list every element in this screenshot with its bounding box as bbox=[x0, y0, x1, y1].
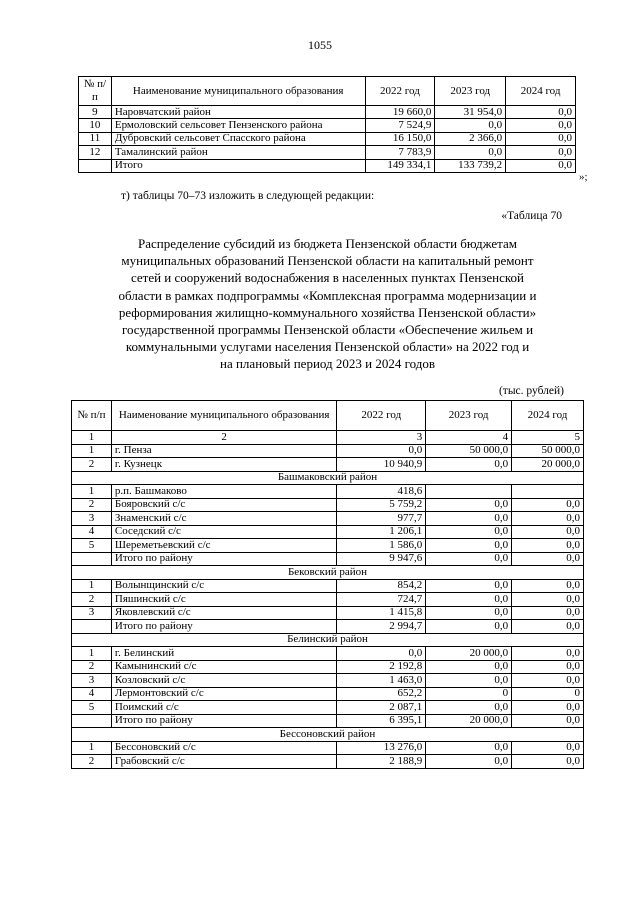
value-2024: 0,0 bbox=[506, 119, 576, 132]
column-number: 4 bbox=[426, 431, 512, 445]
row-number: 5 bbox=[72, 701, 112, 715]
table-row bbox=[79, 119, 576, 132]
value-2024: 50 000,0 bbox=[512, 444, 584, 458]
value-2022: 1 586,0 bbox=[337, 539, 426, 553]
header-2022: 2022 год bbox=[365, 77, 435, 106]
value-2022: 652,2 bbox=[337, 687, 426, 701]
column-number: 3 bbox=[337, 431, 426, 445]
value-2024: 0,0 bbox=[506, 146, 576, 159]
value-2024: 0 bbox=[512, 687, 584, 701]
section-row bbox=[72, 471, 584, 485]
value-2022: 977,7 bbox=[337, 512, 426, 526]
table-row bbox=[72, 485, 584, 499]
table-row bbox=[72, 512, 584, 526]
municipality-name: Бояровский с/с bbox=[111, 498, 337, 512]
row-number bbox=[72, 620, 112, 634]
table-header-row bbox=[72, 401, 584, 431]
section-title: Белинский район bbox=[72, 633, 584, 647]
header-name: Наименование муниципального образования bbox=[111, 401, 337, 431]
column-number: 2 bbox=[111, 431, 337, 445]
value-2022: 854,2 bbox=[337, 579, 426, 593]
header-num: № п/п bbox=[72, 401, 112, 431]
value-2024: 0,0 bbox=[512, 552, 584, 566]
table-row bbox=[72, 552, 584, 566]
municipality-name: Итого по району bbox=[111, 714, 337, 728]
value-2024: 0,0 bbox=[506, 106, 576, 119]
row-number: 12 bbox=[79, 146, 112, 159]
municipality-name: Ермоловский сельсовет Пензенского района bbox=[111, 119, 365, 132]
value-2024: 0,0 bbox=[512, 660, 584, 674]
table-row bbox=[72, 539, 584, 553]
heading-line: муниципальных образований Пензенской области на капитальный ремонт bbox=[121, 253, 534, 269]
value-2022: 16 150,0 bbox=[365, 132, 435, 145]
value-2022: 2 087,1 bbox=[337, 701, 426, 715]
municipality-name: Бессоновский с/с bbox=[111, 741, 337, 755]
value-2023: 0,0 bbox=[426, 593, 512, 607]
table-row bbox=[72, 687, 584, 701]
value-2023: 20 000,0 bbox=[426, 647, 512, 661]
value-2023: 0,0 bbox=[426, 674, 512, 688]
value-2022: 19 660,0 bbox=[365, 106, 435, 119]
value-2022: 1 415,8 bbox=[337, 606, 426, 620]
section-title: Бессоновский район bbox=[72, 728, 584, 742]
municipality-name: Итого по району bbox=[111, 620, 337, 634]
row-number: 2 bbox=[72, 498, 112, 512]
value-2024: 0,0 bbox=[512, 539, 584, 553]
row-number: 11 bbox=[79, 132, 112, 145]
section-row bbox=[72, 728, 584, 742]
table-row bbox=[72, 498, 584, 512]
header-2023: 2023 год bbox=[426, 401, 512, 431]
value-2022: 1 463,0 bbox=[337, 674, 426, 688]
municipality-name: Пяшинский с/с bbox=[111, 593, 337, 607]
municipality-name: Знаменский с/с bbox=[111, 512, 337, 526]
table-row bbox=[72, 444, 584, 458]
table-row bbox=[72, 606, 584, 620]
value-2023: 0,0 bbox=[426, 755, 512, 769]
value-2024: 0,0 bbox=[512, 674, 584, 688]
row-number: 2 bbox=[72, 458, 112, 472]
municipality-name: Поимский с/с bbox=[111, 701, 337, 715]
value-2024: 0,0 bbox=[506, 159, 576, 172]
municipality-name: Лермонтовский с/с bbox=[111, 687, 337, 701]
table-row bbox=[72, 525, 584, 539]
table-row bbox=[72, 674, 584, 688]
units-label: (тыс. рублей) bbox=[498, 385, 564, 397]
municipality-name: Наровчатский район bbox=[111, 106, 365, 119]
value-2023: 0,0 bbox=[426, 512, 512, 526]
municipality-name: Грабовский с/с bbox=[111, 755, 337, 769]
table-row bbox=[72, 593, 584, 607]
value-2023: 133 739,2 bbox=[435, 159, 506, 172]
municipality-name: Козловский с/с bbox=[111, 674, 337, 688]
header-num: № п/п bbox=[79, 77, 112, 106]
value-2022: 724,7 bbox=[337, 593, 426, 607]
value-2024: 0,0 bbox=[512, 701, 584, 715]
header-2022: 2022 год bbox=[337, 401, 426, 431]
table-row bbox=[79, 132, 576, 145]
value-2023: 0,0 bbox=[426, 660, 512, 674]
value-2024: 0,0 bbox=[512, 579, 584, 593]
value-2023: 0,0 bbox=[435, 146, 506, 159]
value-2024: 0,0 bbox=[512, 606, 584, 620]
table-row bbox=[72, 660, 584, 674]
header-2024: 2024 год bbox=[512, 401, 584, 431]
section-row bbox=[72, 566, 584, 580]
value-2022: 418,6 bbox=[337, 485, 426, 499]
row-number bbox=[72, 714, 112, 728]
value-2024: 0,0 bbox=[512, 525, 584, 539]
row-number: 1 bbox=[72, 741, 112, 755]
subsidy-table bbox=[71, 400, 584, 769]
value-2023: 0,0 bbox=[426, 525, 512, 539]
value-2022: 2 192,8 bbox=[337, 660, 426, 674]
value-2023: 0,0 bbox=[426, 458, 512, 472]
table-row bbox=[72, 579, 584, 593]
heading-line: реформирования жилищно-коммунального хозяйства Пензенской области» bbox=[118, 304, 537, 320]
section-row bbox=[72, 633, 584, 647]
value-2024: 0,0 bbox=[512, 512, 584, 526]
row-number: 1 bbox=[72, 444, 112, 458]
amendment-note: т) таблицы 70–73 изложить в следующей редакции: bbox=[121, 190, 375, 202]
value-2023: 31 954,0 bbox=[435, 106, 506, 119]
row-number: 1 bbox=[72, 647, 112, 661]
value-2022: 1 206,1 bbox=[337, 525, 426, 539]
value-2024: 0,0 bbox=[512, 755, 584, 769]
row-number bbox=[79, 159, 112, 172]
value-2024: 0,0 bbox=[512, 714, 584, 728]
municipality-name: Итого bbox=[111, 159, 365, 172]
table-caption: «Таблица 70 bbox=[501, 210, 562, 222]
value-2023: 0,0 bbox=[426, 606, 512, 620]
table-row bbox=[72, 701, 584, 715]
value-2024: 0,0 bbox=[512, 593, 584, 607]
value-2023 bbox=[426, 485, 512, 499]
heading-line: государственной программы Пензенской области «Обеспечение жильем и bbox=[121, 322, 534, 338]
header-2024: 2024 год bbox=[506, 77, 576, 106]
section-title: Башмаковский район bbox=[72, 471, 584, 485]
heading-line: сетей и сооружений водоснабжения в населенных пунктах Пензенской bbox=[130, 270, 525, 286]
municipality-name: г. Пенза bbox=[111, 444, 337, 458]
municipality-name: г. Белинский bbox=[111, 647, 337, 661]
row-number: 9 bbox=[79, 106, 112, 119]
row-number: 3 bbox=[72, 674, 112, 688]
municipality-name: Яковлевский с/с bbox=[111, 606, 337, 620]
row-number: 5 bbox=[72, 539, 112, 553]
row-number: 3 bbox=[72, 606, 112, 620]
section-title: Бековский район bbox=[72, 566, 584, 580]
table-heading bbox=[70, 235, 585, 373]
value-2024: 0,0 bbox=[512, 620, 584, 634]
value-2022: 9 947,6 bbox=[337, 552, 426, 566]
value-2023: 2 366,0 bbox=[435, 132, 506, 145]
value-2022: 0,0 bbox=[337, 647, 426, 661]
column-number-row bbox=[72, 431, 584, 445]
row-number: 1 bbox=[72, 485, 112, 499]
value-2023: 0 bbox=[426, 687, 512, 701]
header-name: Наименование муниципального образования bbox=[111, 77, 365, 106]
value-2023: 20 000,0 bbox=[426, 714, 512, 728]
table-row bbox=[79, 106, 576, 119]
value-2023: 0,0 bbox=[426, 539, 512, 553]
value-2022: 13 276,0 bbox=[337, 741, 426, 755]
table-row bbox=[72, 620, 584, 634]
value-2023: 0,0 bbox=[435, 119, 506, 132]
value-2022: 7 524,9 bbox=[365, 119, 435, 132]
table-row bbox=[72, 458, 584, 472]
value-2023: 0,0 bbox=[426, 579, 512, 593]
municipality-name: Соседский с/с bbox=[111, 525, 337, 539]
municipality-name: Тамалинский район bbox=[111, 146, 365, 159]
row-number: 4 bbox=[72, 525, 112, 539]
header-2023: 2023 год bbox=[435, 77, 506, 106]
row-number: 2 bbox=[72, 755, 112, 769]
column-number: 5 bbox=[512, 431, 584, 445]
value-2023: 0,0 bbox=[426, 620, 512, 634]
table-row bbox=[72, 647, 584, 661]
heading-line: коммунальными услугами населения Пензенской области» на 2022 год и bbox=[125, 339, 530, 355]
value-2022: 149 334,1 bbox=[365, 159, 435, 172]
table-row bbox=[79, 159, 576, 172]
row-number: 1 bbox=[72, 579, 112, 593]
value-2022: 2 188,9 bbox=[337, 755, 426, 769]
value-2024: 0,0 bbox=[512, 647, 584, 661]
value-2022: 7 783,9 bbox=[365, 146, 435, 159]
value-2023: 0,0 bbox=[426, 552, 512, 566]
heading-line: Распределение субсидий из бюджета Пензенской области бюджетам bbox=[137, 236, 518, 251]
heading-line: области в рамках подпрограммы «Комплексная программа модернизации и bbox=[118, 287, 537, 303]
value-2023: 50 000,0 bbox=[426, 444, 512, 458]
column-number: 1 bbox=[72, 431, 112, 445]
value-2024: 0,0 bbox=[512, 741, 584, 755]
row-number: 4 bbox=[72, 687, 112, 701]
municipality-name: Итого по району bbox=[111, 552, 337, 566]
value-2022: 0,0 bbox=[337, 444, 426, 458]
value-2024: 0,0 bbox=[506, 132, 576, 145]
row-number: 3 bbox=[72, 512, 112, 526]
municipality-name: р.п. Башмаково bbox=[111, 485, 337, 499]
municipality-name: Дубровский сельсовет Спасского района bbox=[111, 132, 365, 145]
value-2024: 0,0 bbox=[512, 498, 584, 512]
table-row bbox=[79, 146, 576, 159]
row-number: 2 bbox=[72, 660, 112, 674]
value-2022: 10 940,9 bbox=[337, 458, 426, 472]
row-number: 10 bbox=[79, 119, 112, 132]
value-2023: 0,0 bbox=[426, 701, 512, 715]
heading-line: на плановый период 2023 и 2024 годов bbox=[220, 356, 435, 372]
value-2024: 20 000,0 bbox=[512, 458, 584, 472]
table-closing-mark: »; bbox=[579, 171, 588, 183]
municipality-name: Камынинский с/с bbox=[111, 660, 337, 674]
table-row bbox=[72, 741, 584, 755]
page-number: 1055 bbox=[308, 38, 332, 52]
value-2024 bbox=[512, 485, 584, 499]
table-row bbox=[72, 714, 584, 728]
row-number: 2 bbox=[72, 593, 112, 607]
municipality-name: Волынщинский с/с bbox=[111, 579, 337, 593]
value-2022: 6 395,1 bbox=[337, 714, 426, 728]
continuation-table bbox=[78, 76, 576, 173]
municipality-name: г. Кузнецк bbox=[111, 458, 337, 472]
row-number bbox=[72, 552, 112, 566]
value-2023: 0,0 bbox=[426, 741, 512, 755]
municipality-name: Шереметьевский с/с bbox=[111, 539, 337, 553]
value-2022: 2 994,7 bbox=[337, 620, 426, 634]
value-2022: 5 759,2 bbox=[337, 498, 426, 512]
table-header-row bbox=[79, 77, 576, 106]
table-row bbox=[72, 755, 584, 769]
value-2023: 0,0 bbox=[426, 498, 512, 512]
